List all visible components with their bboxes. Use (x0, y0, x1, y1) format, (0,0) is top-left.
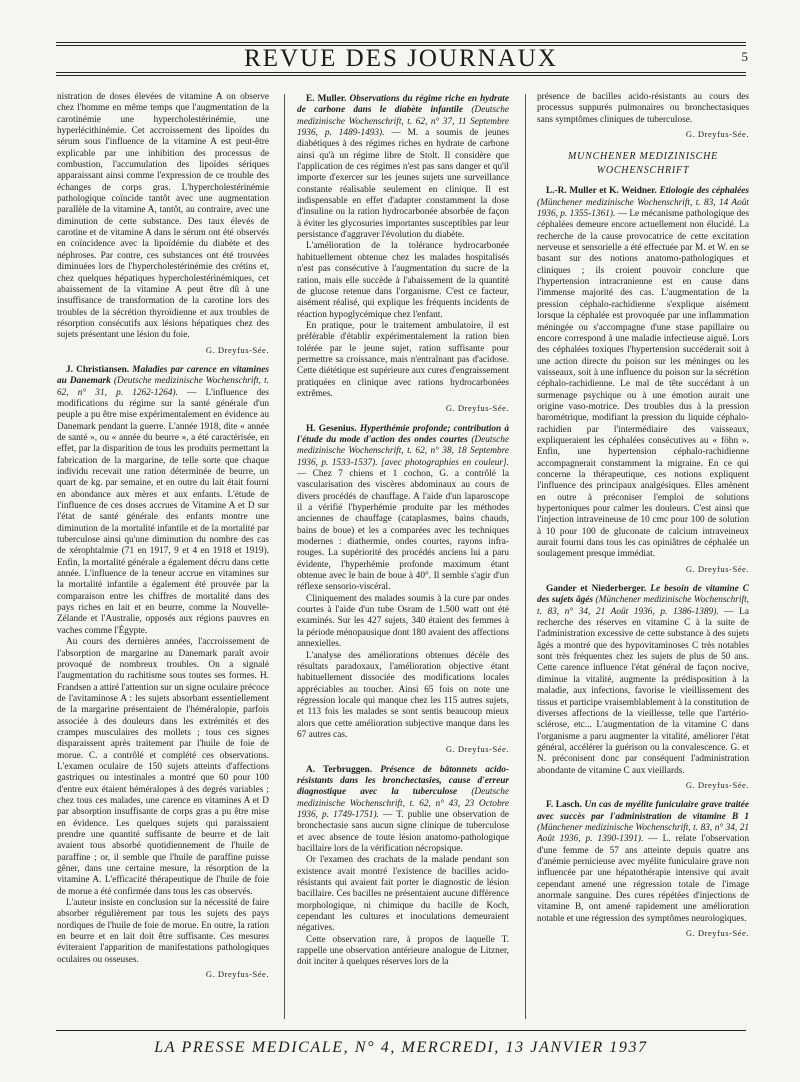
column-divider (525, 94, 526, 1019)
article-text: — M. a soumis de jeunes diabétiques à des régimes riches en hydrate de carbone ainsi qu'à un régime libre de Stolt. Il considère que l'application de ces régimes n'est pas sans danger et qu'il importe d'exercer sur les jeunes sujets une surveillance constante réalisable seulement en clinique. Il est indispensable en effet d'adapter constamment la dose d'insuline ou la ration hydrocarbonée absorbée de façon à éviter les glycosuries importantes susceptibles par leur persistance d'aggraver l'évolution du diabète. (297, 128, 509, 241)
article-paragraph: En pratique, pour le traitement ambulatoire, il est préférable d'établir expérimentalement la ration bien tolérée par le jeune sujet, ration suffisante pour permettre sa croissance, mais n'entraînant pas d'acidose. Cette diététique est supérieure aux cures d'engraissement pratiquées en clinique avec rations hydrocarbonées extrêmes. (297, 320, 509, 399)
article-source: (Deutsche medizinische Wochenschrift, t. 62, n° 38, 18 Septembre 1936, p. 1533-1537). [avec photographies en couleur]. (297, 434, 509, 468)
article-title: Présence de bâtonnets acido-résistants dans les bronchectasies, cause d'erreur diagnostique avec la tuberculose (297, 764, 509, 798)
article-muller (297, 94, 509, 415)
signature: G. Dreyfus-Sée. (205, 344, 269, 355)
article-heading (57, 365, 269, 637)
article-title: Observations du régime riche en hydrate de carbone dans le diabète infantile (297, 94, 509, 116)
article-heading (537, 800, 749, 925)
article-title: Etiologie des céphalées (659, 186, 749, 197)
article-title: Hyperthémie profonde; contribution à l'étude du mode d'action des ondes courtes (297, 423, 509, 445)
article-text: — Le mécanisme pathologique des céphalées demeure encore actuellement non élucidé. La recherche de la cause provocatrice de cette excitation nerveuse et sensorielle a été effectuée par M. et W. en se basant sur des notions anatomo-pathologiques et cliniques ; ils croient pouvoir conclure que l'hypertension intracranienne est en cause dans l'immense majorité des cas. L'augmentation de la pression céphalo-rachidienne s'explique aisément lorsque la céphalée est provoquée par une inflammation méningée ou s'accompagne d'une stase papillaire ou encore correspond à une maladie infectieuse aiguë. Lors des céphalées toxiques l'hypertension succéderait soit à une action directe du poison sur les méninges ou les vaisseaux, soit à une influence du poison sur la sécrétion céphalo-rachidienne. Le mal de tête succédant à un surmenage psychique ou à une émotion aurait une origine vaso-motrice. Des troubles dus à la pression barométrique, modifiant la pression du liquide céphalo-rachidien par l'intermédiaire des vaisseaux, expliqueraient les céphalées consécutives au « föhn ». Enfin, une hypertension céphalo-rachidienne accompagnerait constamment la migraine. En ce qui concerne la thérapeutique, ces notions expliquent l'influence des principaux analgésiques. Elles amènent en outre à préconiser l'emploi de solutions hypertoniques pour calmer les douleurs. C'est ainsi que l'injection intraveineuse de 10 cmc pour 100 de solution à 10 pour 100 de gluconate de calcium intraveineux aurait fourni dans tous les cas opiniâtres de céphalée un soulagement presque immédiat. (537, 209, 749, 560)
article-text: — L. relate l'observation d'une femme de 57 ans atteinte depuis quatre ans d'anémie pernicieuse avec myélite funiculaire grave non influencée par une hépatothérapie intensive qui avait cependant amené une régression totale de l'image anormale sanguine. Des cures répétées d'injections de vitamine B, ont amené rapidement une amélioration notable et une régression des symptômes neurologiques. (537, 834, 749, 924)
page-footer (56, 1030, 746, 1060)
article-paragraph: Cette observation rare, à propos de laquelle T. rappelle une observation antérieure analogue de Litzner, doit inciter à quelques réserves lors de la (297, 934, 509, 968)
article-paragraph: L'amélioration de la tolérance hydrocarbonée habituellement obtenue chez les malades hospitalisés n'est pas consécutive à l'augmentation du sucre de la ration, mais elle succède à l'abaissement de la quantité de glucose retenue dans l'organisme. C'est ce facteur, aisément réalisé, qui explique les fréquents incidents de réaction hypoglycémique chez l'enfant. (297, 241, 509, 320)
article-author: E. Muller. (306, 94, 347, 104)
article-paragraph: L'analyse des améliorations obtenues décèle des résultats paradoxaux, l'amélioration objective étant habituellement dissociée des modifications locales appréciables au toucher. Ainsi 65 fois on note une régression locale qui manque chez les 115 autres sujets, et 113 fois les malades se sont sentis beaucoup mieux alors que cette amélioration subjective manque dans les 67 autres cas. (297, 650, 509, 740)
article-muller-weidner (537, 186, 749, 575)
article-paragraph: Cliniquement des malades soumis à la cure par ondes courtes à l'aide d'un tube Osram de 1.500 watt ont été examinés. Sur les 427 sujets, 340 étaient des femmes à la période ménopausique dont 180 avaient des affections annexielles. (297, 593, 509, 650)
continued-paragraph: présence de bacilles acido-résistants au cours des processus suppurés pulmonaires ou bronchectasiques sans symptômes cliniques de tuberculose. (537, 92, 749, 125)
section-heading: MUNCHENER MEDIZINISCHE WOCHENSCHRIFT (567, 151, 719, 177)
signature: G. Dreyfus-Sée. (685, 563, 749, 574)
article-heading (537, 584, 749, 777)
article-author: Gander et Niederberger. (546, 584, 647, 595)
article-terbruggen (297, 765, 509, 969)
article-christiansen (57, 365, 269, 981)
article-source: (Deutsche medizinische Wochenschrift, t. 62, n° 43, 23 Octobre 1936, p. 1749-1751). (297, 787, 509, 820)
signature: G. Dreyfus-Sée. (685, 129, 749, 140)
article-author: F. Lasch. (546, 800, 582, 811)
journal-title: REVUE DES JOURNAUX (244, 45, 558, 72)
article-heading (537, 186, 749, 560)
article-title: Un cas de myélite funiculaire grave traitée avec succès par l'administration de vitamine B 1 (537, 800, 749, 822)
article-author: H. Gesenius. (306, 423, 357, 434)
column-3 (537, 92, 749, 1027)
article-source: (Münchener medizinische Wochenschrift, t. 83, n° 34, 21 Août 1936, p. 1390-1391). (537, 822, 749, 845)
column-divider (284, 94, 285, 1019)
article-lasch (537, 800, 749, 939)
article-heading (297, 765, 509, 856)
signature: G. Dreyfus-Sée. (685, 928, 749, 939)
article-heading (297, 424, 509, 594)
article-source: (Deutsche medizinische Wochenschrift, t. 62, n° 31, p. 1262-1264). (57, 376, 269, 398)
article-text: — T. publie une observation de bronchectasie sans aucun signe clinique de tuberculose et avec absence de toute lésion anatomo-pathologique bacillaire lors de la vérification nécropsique. (297, 809, 509, 854)
article-author: A. Terbruggen. (306, 764, 373, 775)
article-source: (Münchener medizinische Wochenschrift, t. 83, n° 34, 21 Août 1936, p. 1386-1389). (537, 595, 749, 617)
page-header (56, 32, 746, 92)
article-heading (297, 94, 509, 241)
header-rule (56, 42, 746, 43)
article-paragraph: L'auteur insiste en conclusion sur la nécessité de faire absorber régulièrement par tous les sujets des pays nordiques de l'huile de foie de morue. En outre, la ration en beurre et en lait doit être suffisante. Ces mesures éviteraient l'apparition de manifestations pathologiques oculaires ou osseuses. (57, 898, 269, 965)
article-source: (Münchener medizinische Wochenschrift, t. 83, 14 Août 1936, p. 1355-1361). (537, 197, 749, 220)
header-rule (56, 75, 746, 76)
article-gander (537, 584, 749, 791)
signature: G. Dreyfus-Sée. (205, 969, 269, 980)
article-text: — Chez 7 chiens et 1 cochon, G. a contrôlé la vascularisation des viscères abdominaux au cours de divers procédés de chauffage. A l'aide d'un laparoscope il a vérifié l'hyperhémie produite par les méthodes anciennes de chauffage (cataplasmes, bains chauds, bains de boue) et les a comparées avec les techniques modernes : diathermie, ondes courtes, rayons infra-rouges. La supériorité des procédés anciens lui a paru évidente, l'hyperhémie profonde maximum étant obtenue avec le bain de boue à 40°. Il semble s'agir d'un réflexe sensorio-viscéral. (297, 469, 509, 593)
article-source: (Deutsche medizinische Wochenschrift, t. 62, n° 37, 11 Septembre 1936, p. 1489-1493). (297, 105, 509, 139)
column-2 (297, 92, 509, 1027)
article-text: — L'influence des modifications du régime sur la santé générale d'un peuple a pu être mise expérimentalement en évidence au Danemark pendant la guerre. L'année 1918, dite « année de santé », ou « année du beurre », a été caractérisée, en effet, par la disparition de tous les produits permettant la fabrication de la margarine, de telle sorte que chaque individu recevait une ration déterminée de beurre, un quart de kg. par semaine, et en outre du lait était fourni en abondance aux mères et aux enfants. L'étude de l'influence de ces doses accrues de Vitamine A et D sur l'état de santé générale des enfants montre une diminution de la mortalité infantile et de la mortalité par tuberculose ainsi qu'une diminution du nombre des cas de xérophtalmie (71 en 1917, 9 et 4 en 1918 et 1919). Enfin, la mortalité générale a également décru dans cette année. L'influence de la teneur accrue en vitamines sur la mortalité infantile a également été prouvée par la comparaison entre les chiffres de mortalité dans des pays riches en lait et en beurre, comme la Nouvelle-Zélande et l'Australie, opposés aux régions pauvres en vaches comme l'Égypte. (57, 387, 269, 636)
article-title: Maladies par carence en vitamines au Danemark (57, 364, 269, 387)
signature: G. Dreyfus-Sée. (445, 744, 509, 755)
page-number: 5 (741, 49, 748, 64)
footer-text: LA PRESSE MEDICALE, N° 4, MERCREDI, 13 JANVIER 1937 (154, 1039, 648, 1056)
columns (57, 92, 747, 1027)
header-rule (56, 72, 746, 73)
signature: G. Dreyfus-Sée. (445, 403, 509, 414)
article-author: L.-R. Muller et K. Weidner. (546, 186, 657, 197)
article-title: Le besoin de vitamine C des sujets âgés (537, 584, 749, 606)
article-paragraph: Au cours des dernières années, l'accroissement de l'absorption de margarine au Danemark paraît avoir provoqué de nombreux troubles. On a signalé l'augmentation du rachitisme sous toutes ses formes. H. Frandsen a attiré l'attention sur un signe oculaire précoce de l'avitaminose A : les sujets absorbant essentiellement de la margarine présentaient de l'héméralopie, parfois associée à des douleurs dans les extrémités et des crampes musculaires des mollets ; tous ces signes disparaissent après traitement par l'huile de foie de morue. C. a contrôlé et complété ces observations. L'examen oculaire de 150 sujets atteints d'affections gastriques ou intestinales a montré que 60 pour 100 d'entre eux étaient héméralopes à des degrés variables ; chez tous ces malades, une carence en vitamines A et D par absorption insuffisante de corps gras a pu être mise en évidence. Les quelques sujets qui paraissaient prendre une quantité suffisante de beurre et de lait avaient tous absorbé quotidiennement de l'huile de paraffine ; or, il semble que l'huile de paraffine puisse gêner, dans une certaine mesure, la résorption de la vitamine A. L'efficacité thérapeutique de l'huile de foie de morue a été confirmée dans tous les cas observés. (57, 637, 269, 897)
column-1 (57, 92, 269, 1027)
footer-rule (56, 1030, 746, 1031)
signature: G. Dreyfus-Sée. (685, 779, 749, 790)
continued-paragraph: nistration de doses élevées de vitamine A on observe chez l'homme en même temps que l'augmentation de la carotinémie une hypercholestérinémie, une hyperlécithinémie. Cet accroissement des lipoïdes du sérum sous l'influence de la vitamine A est peut-être explicable par une inhibition des processus de combustion, l'accumulation des lipoïdes sériques apparaissant ainsi comme l'expression de ce trouble des échanges de corps gras. L'hypercholestérinémie pathologique coïncide tantôt avec une augmentation parallèle de la vitamine A, tantôt, au contraire, avec une diminution de cette substance. Des taux élevés de carotine et de vitamine A dans le sérum ont été observés en coïncidence avec la lipoïdémie du diabète et des néphroses. Par contre, ces substances ont été trouvées diminuées lors de l'hypercholestérinémie des crétins et, chez quelques hépatiques hypercholestérinémiques, cet abaissement de la vitamine A peut être dû à une insuffisance de transformation de la carotine lors des troubles de la sécrétion thyroïdienne et aux troubles de résorption consécutifs aux lésions hépatiques chez des sujets présentant une lésion du foie. (57, 92, 269, 341)
article-gesenius (297, 424, 509, 756)
article-author: J. Christiansen. (66, 364, 130, 375)
article-text: — La recherche des réserves en vitamine C à la suite de l'administration excessive de cette substance à des sujets âgés a montré que des hypovitaminoses C très notables sont très fréquentes chez les sujets de plus de 50 ans. Cette carence influence l'état général de façon nocive, diminue la vitalité, augmente la prédisposition à la maladie, aux infections, favorise le vieillissement des tissus et participe vraisemblablement à la constitution de diverses affections de la vieillesse, telle que l'artério-sclérose, etc... L'augmentation de la vitamine C dans l'organisme a paru augmenter la vitalité, améliorer l'état général, accélérer la guérison ou la convalescence. G. et N. préconisent donc par conséquent l'administration abondante de vitamine C aux vieillards. (537, 606, 749, 776)
article-paragraph: Or l'examen des crachats de la malade pendant son existence avait montré l'existence de bacilles acido-résistants qui avaient fait porter le diagnostic de lésion bacillaire. Ces bacilles ne présentaient aucune différence morphologique, ni chimique du bacille de Koch, cependant les cultures et inoculations demeuraient négatives. (297, 855, 509, 934)
